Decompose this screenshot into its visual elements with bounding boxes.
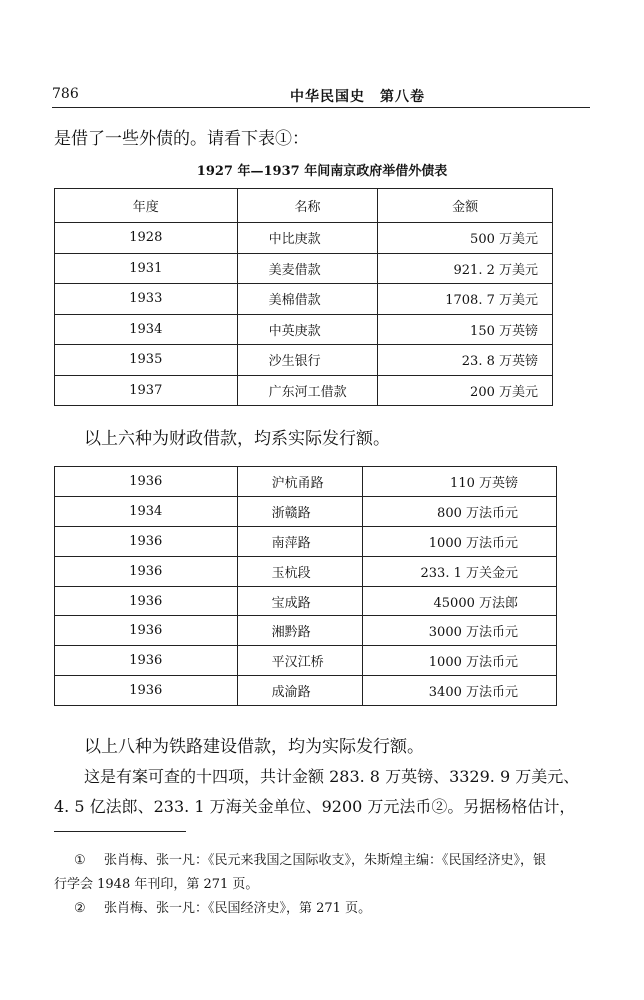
- cell-year: 1936: [55, 467, 238, 497]
- cell-name: 广东河工借款: [237, 375, 378, 406]
- cell-amount: 1000 万法币元: [363, 526, 557, 556]
- cell-name: 宝成路: [237, 586, 363, 616]
- footnote-text: 张肖梅、张一凡：《民国经济史》，第 271 页。: [104, 901, 372, 916]
- table-row: [55, 526, 557, 556]
- table-row: [55, 253, 553, 284]
- table-row: [55, 496, 557, 526]
- cell-name: 玉杭段: [237, 556, 363, 586]
- footnote-1-continued: 行学会 1948 年刊印，第 271 页。: [54, 877, 259, 892]
- cell-year: 1933: [55, 284, 238, 315]
- cell-amount: 3400 万法币元: [363, 676, 557, 706]
- cell-amount: 3000 万法币元: [363, 616, 557, 646]
- table-row: [55, 284, 553, 315]
- cell-year: 1936: [55, 616, 238, 646]
- table-row: [55, 586, 557, 616]
- note-fiscal-loans: 以上六种为财政借款，均系实际发行额。: [84, 429, 390, 449]
- cell-amount: 45000 万法郎: [363, 586, 557, 616]
- cell-amount: 110 万英镑: [363, 467, 557, 497]
- running-title: 中华民国史 第八卷: [290, 89, 425, 105]
- table-row: [55, 616, 557, 646]
- foreign-debt-table: [54, 188, 553, 406]
- cell-amount: 921. 2 万美元: [378, 253, 553, 284]
- table1-caption: 1927 年—1937 年间南京政府举借外债表: [196, 164, 448, 179]
- table-row: [55, 556, 557, 586]
- cell-year: 1937: [55, 375, 238, 406]
- cell-amount: 200 万美元: [378, 375, 553, 406]
- cell-name: 美棉借款: [237, 284, 378, 315]
- table-row: [55, 223, 553, 254]
- cell-amount: 500 万美元: [378, 223, 553, 254]
- table-row: [55, 646, 557, 676]
- cell-name: 中英庚款: [237, 314, 378, 345]
- table-row: [55, 314, 553, 345]
- cell-amount: 150 万英镑: [378, 314, 553, 345]
- cell-name: 成渝路: [237, 676, 363, 706]
- header-year: 年度: [55, 189, 238, 223]
- cell-year: 1936: [55, 676, 238, 706]
- cell-amount: 800 万法币元: [363, 496, 557, 526]
- table-row: [55, 345, 553, 376]
- railway-loan-table: [54, 466, 557, 706]
- cell-year: 1936: [55, 586, 238, 616]
- cell-amount: 233. 1 万关金元: [363, 556, 557, 586]
- intro-line: 是借了一些外债的。请看下表①：: [54, 129, 309, 149]
- footnote-2: [74, 897, 371, 916]
- cell-year: 1936: [55, 646, 238, 676]
- table-row: [55, 467, 557, 497]
- header-name: 名称: [237, 189, 378, 223]
- header-amount: 金额: [378, 189, 553, 223]
- cell-year: 1936: [55, 556, 238, 586]
- header-rule: [52, 107, 590, 108]
- cell-name: 湘黔路: [237, 616, 363, 646]
- note-railway-loans: 以上八种为铁路建设借款，均为实际发行额。: [84, 737, 424, 757]
- cell-year: 1934: [55, 314, 238, 345]
- page-number: 786: [52, 86, 79, 102]
- cell-year: 1931: [55, 253, 238, 284]
- cell-year: 1935: [55, 345, 238, 376]
- cell-amount: 1708. 7 万美元: [378, 284, 553, 315]
- table-row: [55, 676, 557, 706]
- footnote-rule: [54, 831, 186, 832]
- cell-amount: 23. 8 万英镑: [378, 345, 553, 376]
- body-line: 这是有案可查的十四项，共计金额 283. 8 万英镑、3329. 9 万美元、: [84, 767, 580, 786]
- cell-name: 沪杭甬路: [237, 467, 363, 497]
- cell-year: 1928: [55, 223, 238, 254]
- footnote-text: 张肖梅、张一凡：《民元来我国之国际收支》，朱斯煌主编：《民国经济史》，银: [104, 853, 547, 868]
- cell-year: 1936: [55, 526, 238, 556]
- cell-name: 美麦借款: [237, 253, 378, 284]
- cell-name: 平汉江桥: [237, 646, 363, 676]
- footnote-mark: ②: [74, 901, 86, 916]
- cell-name: 中比庚款: [237, 223, 378, 254]
- cell-name: 南萍路: [237, 526, 363, 556]
- running-header: [52, 84, 590, 108]
- cell-name: 沙生银行: [237, 345, 378, 376]
- table-header-row: [55, 189, 553, 223]
- table-row: [55, 375, 553, 406]
- body-line: 4. 5 亿法郎、233. 1 万海关金单位、9200 万元法币②。另据杨格估计，: [54, 797, 576, 816]
- cell-name: 浙赣路: [237, 496, 363, 526]
- footnote-mark: ①: [74, 853, 86, 868]
- cell-year: 1934: [55, 496, 238, 526]
- footnote-1: [74, 849, 546, 868]
- cell-amount: 1000 万法币元: [363, 646, 557, 676]
